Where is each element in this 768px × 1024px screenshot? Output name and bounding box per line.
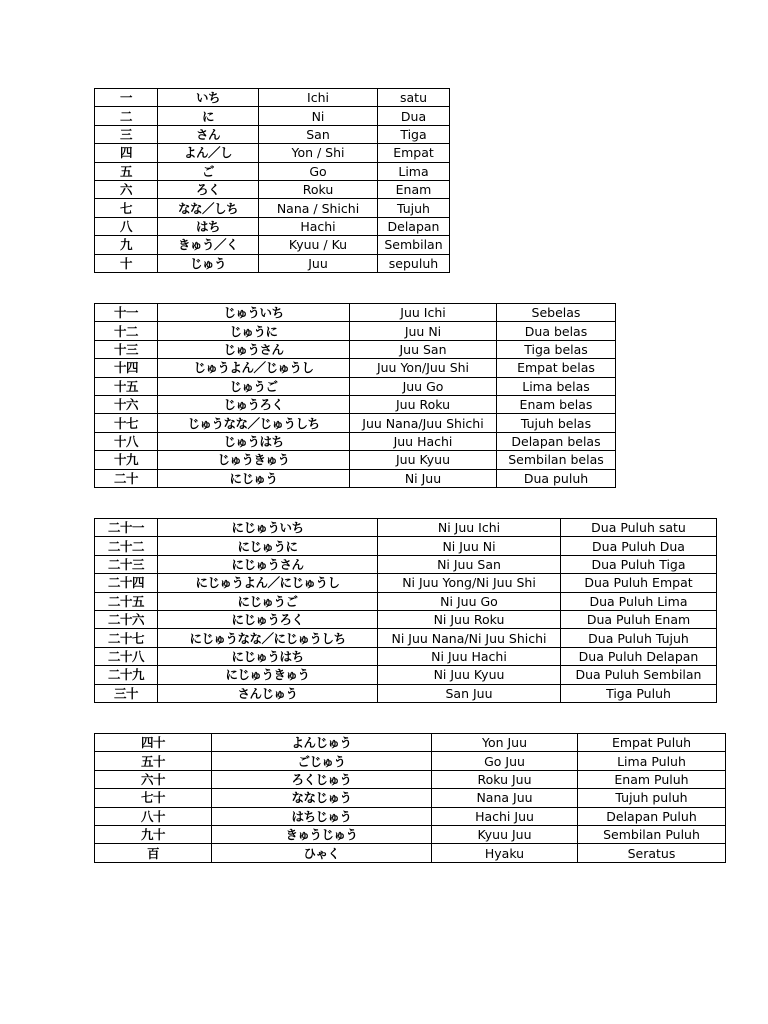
table-row xyxy=(95,322,616,340)
romaji-cell: San Juu xyxy=(378,684,561,702)
table-row xyxy=(95,789,726,807)
indonesian-cell: Dua Puluh Tiga xyxy=(561,555,717,573)
kana-cell: よんじゅう xyxy=(212,734,432,752)
kanji-cell: 十七 xyxy=(95,414,158,432)
romaji-cell: Juu San xyxy=(350,340,497,358)
indonesian-cell: Sembilan belas xyxy=(497,451,616,469)
table-row xyxy=(95,340,616,358)
table-row xyxy=(95,451,616,469)
kana-cell: じゅうなな／じゅうしち xyxy=(158,414,350,432)
kanji-cell: 十一 xyxy=(95,304,158,322)
table-row xyxy=(95,825,726,843)
table-row xyxy=(95,125,450,143)
kana-cell: にじゅういち xyxy=(158,519,378,537)
romaji-cell: Ni Juu Hachi xyxy=(378,647,561,665)
kanji-cell: 十五 xyxy=(95,377,158,395)
kana-cell: ごじゅう xyxy=(212,752,432,770)
indonesian-cell: Lima xyxy=(378,162,450,180)
table-row xyxy=(95,752,726,770)
kana-cell: じゅうきゅう xyxy=(158,451,350,469)
romaji-cell: Go xyxy=(259,162,378,180)
romaji-cell: Nana Juu xyxy=(432,789,578,807)
kanji-cell: 五 xyxy=(95,162,158,180)
table-row xyxy=(95,395,616,413)
kana-cell: にじゅうさん xyxy=(158,555,378,573)
table-row xyxy=(95,107,450,125)
table-row xyxy=(95,574,717,592)
romaji-cell: Kyuu Juu xyxy=(432,825,578,843)
table-row xyxy=(95,254,450,272)
kana-cell: きゅうじゅう xyxy=(212,825,432,843)
indonesian-cell: Dua Puluh Dua xyxy=(561,537,717,555)
indonesian-cell: Delapan Puluh xyxy=(578,807,726,825)
table-row xyxy=(95,414,616,432)
romaji-cell: Roku xyxy=(259,180,378,198)
kanji-cell: 十六 xyxy=(95,395,158,413)
kanji-cell: 九十 xyxy=(95,825,212,843)
kana-cell: じゅうご xyxy=(158,377,350,395)
indonesian-cell: Sembilan Puluh xyxy=(578,825,726,843)
table-row xyxy=(95,555,717,573)
romaji-cell: Ni xyxy=(259,107,378,125)
romaji-cell: Ni Juu Ichi xyxy=(378,519,561,537)
indonesian-cell: Dua puluh xyxy=(497,469,616,487)
kana-cell: じゅうに xyxy=(158,322,350,340)
romaji-cell: Juu Ni xyxy=(350,322,497,340)
indonesian-cell: satu xyxy=(378,89,450,107)
romaji-cell: Juu Ichi xyxy=(350,304,497,322)
kanji-cell: 二 xyxy=(95,107,158,125)
kanji-cell: 八十 xyxy=(95,807,212,825)
kanji-cell: 十四 xyxy=(95,359,158,377)
kana-cell: にじゅうろく xyxy=(158,610,378,628)
indonesian-cell: Dua Puluh Sembilan xyxy=(561,666,717,684)
romaji-cell: Kyuu / Ku xyxy=(259,236,378,254)
kanji-cell: 九 xyxy=(95,236,158,254)
romaji-cell: Ni Juu xyxy=(350,469,497,487)
kanji-cell: 十 xyxy=(95,254,158,272)
table-row xyxy=(95,180,450,198)
romaji-cell: Juu Go xyxy=(350,377,497,395)
indonesian-cell: Empat Puluh xyxy=(578,734,726,752)
romaji-cell: Ni Juu San xyxy=(378,555,561,573)
kanji-cell: 八 xyxy=(95,217,158,235)
kanji-cell: 二十七 xyxy=(95,629,158,647)
table-row xyxy=(95,666,717,684)
indonesian-cell: Dua Puluh satu xyxy=(561,519,717,537)
indonesian-cell: Enam xyxy=(378,180,450,198)
romaji-cell: Ni Juu Yong/Ni Juu Shi xyxy=(378,574,561,592)
table-row xyxy=(95,629,717,647)
kana-cell: ろくじゅう xyxy=(212,770,432,788)
table-row xyxy=(95,432,616,450)
kana-cell: じゅういち xyxy=(158,304,350,322)
romaji-cell: Hachi xyxy=(259,217,378,235)
kanji-cell: 二十四 xyxy=(95,574,158,592)
indonesian-cell: Dua belas xyxy=(497,322,616,340)
kanji-cell: 二十 xyxy=(95,469,158,487)
table-row xyxy=(95,734,726,752)
table-row xyxy=(95,610,717,628)
kana-cell: いち xyxy=(158,89,259,107)
indonesian-cell: Dua Puluh Lima xyxy=(561,592,717,610)
kana-cell: にじゅうきゅう xyxy=(158,666,378,684)
romaji-cell: Ichi xyxy=(259,89,378,107)
kanji-cell: 二十五 xyxy=(95,592,158,610)
kanji-cell: 二十八 xyxy=(95,647,158,665)
numbers-table-11-to-20 xyxy=(94,303,616,488)
indonesian-cell: Tiga Puluh xyxy=(561,684,717,702)
indonesian-cell: Lima belas xyxy=(497,377,616,395)
indonesian-cell: Dua Puluh Delapan xyxy=(561,647,717,665)
indonesian-cell: Enam belas xyxy=(497,395,616,413)
indonesian-cell: Tujuh xyxy=(378,199,450,217)
romaji-cell: Hyaku xyxy=(432,844,578,862)
table-row xyxy=(95,844,726,862)
kanji-cell: 二十二 xyxy=(95,537,158,555)
indonesian-cell: Seratus xyxy=(578,844,726,862)
kanji-cell: 百 xyxy=(95,844,212,862)
kanji-cell: 三十 xyxy=(95,684,158,702)
kana-cell: はち xyxy=(158,217,259,235)
numbers-table-1-to-10 xyxy=(94,88,450,273)
indonesian-cell: Delapan xyxy=(378,217,450,235)
romaji-cell: Ni Juu Kyuu xyxy=(378,666,561,684)
indonesian-cell: Sembilan xyxy=(378,236,450,254)
table-row xyxy=(95,304,616,322)
kanji-cell: 六十 xyxy=(95,770,212,788)
indonesian-cell: Sebelas xyxy=(497,304,616,322)
indonesian-cell: Lima Puluh xyxy=(578,752,726,770)
kana-cell: ななじゅう xyxy=(212,789,432,807)
kanji-cell: 十三 xyxy=(95,340,158,358)
kana-cell: にじゅうはち xyxy=(158,647,378,665)
romaji-cell: Ni Juu Roku xyxy=(378,610,561,628)
kanji-cell: 二十九 xyxy=(95,666,158,684)
indonesian-cell: Empat xyxy=(378,144,450,162)
kana-cell: さんじゅう xyxy=(158,684,378,702)
kana-cell: ひゃく xyxy=(212,844,432,862)
romaji-cell: Juu xyxy=(259,254,378,272)
kanji-cell: 七十 xyxy=(95,789,212,807)
table-row xyxy=(95,592,717,610)
kanji-cell: 二十一 xyxy=(95,519,158,537)
numbers-table-40-to-100 xyxy=(94,733,726,863)
kana-cell: ご xyxy=(158,162,259,180)
romaji-cell: Ni Juu Go xyxy=(378,592,561,610)
kana-cell: じゅうよん／じゅうし xyxy=(158,359,350,377)
romaji-cell: Yon Juu xyxy=(432,734,578,752)
table-row xyxy=(95,647,717,665)
table-row xyxy=(95,537,717,555)
kana-cell: じゅう xyxy=(158,254,259,272)
indonesian-cell: Delapan belas xyxy=(497,432,616,450)
kana-cell: きゅう／く xyxy=(158,236,259,254)
kana-cell: よん／し xyxy=(158,144,259,162)
romaji-cell: Juu Yon/Juu Shi xyxy=(350,359,497,377)
romaji-cell: Hachi Juu xyxy=(432,807,578,825)
kanji-cell: 十八 xyxy=(95,432,158,450)
indonesian-cell: Dua Puluh Tujuh xyxy=(561,629,717,647)
table-row xyxy=(95,770,726,788)
kana-cell: にじゅう xyxy=(158,469,350,487)
romaji-cell: Go Juu xyxy=(432,752,578,770)
kana-cell: はちじゅう xyxy=(212,807,432,825)
kana-cell: にじゅうよん／にじゅうし xyxy=(158,574,378,592)
kanji-cell: 二十三 xyxy=(95,555,158,573)
kanji-cell: 七 xyxy=(95,199,158,217)
indonesian-cell: Tiga xyxy=(378,125,450,143)
indonesian-cell: Dua Puluh Empat xyxy=(561,574,717,592)
table-row xyxy=(95,199,450,217)
table-row xyxy=(95,359,616,377)
romaji-cell: Yon / Shi xyxy=(259,144,378,162)
kana-cell: に xyxy=(158,107,259,125)
table-row xyxy=(95,377,616,395)
kana-cell: なな／しち xyxy=(158,199,259,217)
kana-cell: じゅうさん xyxy=(158,340,350,358)
table-row xyxy=(95,89,450,107)
kanji-cell: 十九 xyxy=(95,451,158,469)
romaji-cell: Juu Nana/Juu Shichi xyxy=(350,414,497,432)
romaji-cell: Nana / Shichi xyxy=(259,199,378,217)
romaji-cell: San xyxy=(259,125,378,143)
kana-cell: さん xyxy=(158,125,259,143)
kanji-cell: 五十 xyxy=(95,752,212,770)
kana-cell: じゅうろく xyxy=(158,395,350,413)
table-row xyxy=(95,217,450,235)
romaji-cell: Juu Kyuu xyxy=(350,451,497,469)
kanji-cell: 四 xyxy=(95,144,158,162)
kanji-cell: 四十 xyxy=(95,734,212,752)
kana-cell: にじゅうご xyxy=(158,592,378,610)
numbers-table-21-to-30 xyxy=(94,518,717,703)
indonesian-cell: Tujuh belas xyxy=(497,414,616,432)
indonesian-cell: Tiga belas xyxy=(497,340,616,358)
kanji-cell: 一 xyxy=(95,89,158,107)
table-row xyxy=(95,144,450,162)
romaji-cell: Ni Juu Nana/Ni Juu Shichi xyxy=(378,629,561,647)
kana-cell: じゅうはち xyxy=(158,432,350,450)
romaji-cell: Juu Hachi xyxy=(350,432,497,450)
table-row xyxy=(95,162,450,180)
table-row xyxy=(95,519,717,537)
romaji-cell: Roku Juu xyxy=(432,770,578,788)
kanji-cell: 十二 xyxy=(95,322,158,340)
indonesian-cell: Enam Puluh xyxy=(578,770,726,788)
romaji-cell: Ni Juu Ni xyxy=(378,537,561,555)
indonesian-cell: Dua xyxy=(378,107,450,125)
kana-cell: にじゅうなな／にじゅうしち xyxy=(158,629,378,647)
romaji-cell: Juu Roku xyxy=(350,395,497,413)
table-row xyxy=(95,469,616,487)
kana-cell: にじゅうに xyxy=(158,537,378,555)
kanji-cell: 六 xyxy=(95,180,158,198)
indonesian-cell: Empat belas xyxy=(497,359,616,377)
indonesian-cell: Tujuh puluh xyxy=(578,789,726,807)
kanji-cell: 三 xyxy=(95,125,158,143)
table-row xyxy=(95,807,726,825)
indonesian-cell: Dua Puluh Enam xyxy=(561,610,717,628)
indonesian-cell: sepuluh xyxy=(378,254,450,272)
table-row xyxy=(95,684,717,702)
table-row xyxy=(95,236,450,254)
kanji-cell: 二十六 xyxy=(95,610,158,628)
kana-cell: ろく xyxy=(158,180,259,198)
